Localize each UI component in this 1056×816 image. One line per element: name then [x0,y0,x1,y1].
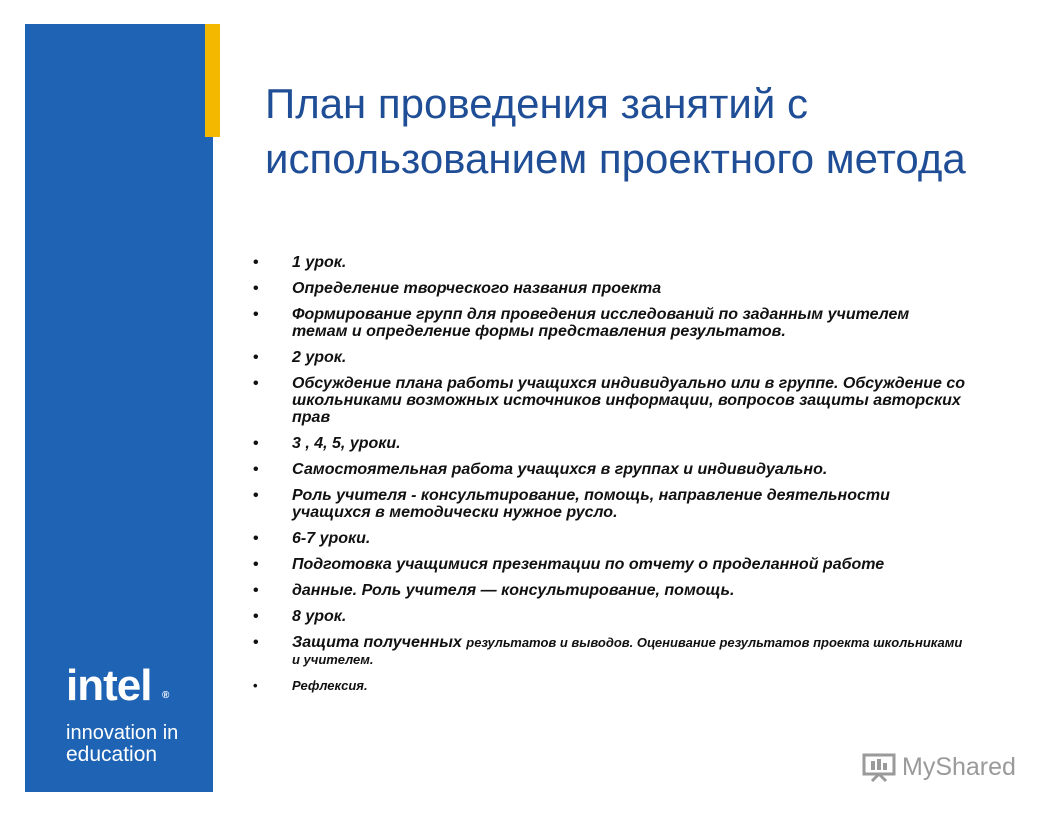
logo-word: intel [66,661,152,710]
bullet-item: • Формирование групп для проведения исследований по заданным учителем темам и определение формы представления результатов. [253,306,910,340]
watermark-text: MyShared [902,752,1016,781]
bullet-list [246,254,966,703]
bullet-item: • Рефлексия. [253,678,368,693]
bullet-item: • 1 урок. [253,254,347,271]
logo-tagline [66,722,178,766]
bullet-item: • 6-7 уроки. [253,530,371,547]
logo-registered-mark: ® [162,690,169,701]
tagline-line-1: innovation in [66,722,179,744]
accent-bar [205,24,220,137]
bullet-item: • 2 урок. [253,349,347,366]
logo-wordmark [66,660,178,712]
intel-logo [66,660,178,766]
bullet-item: • Защита полученных результатов и выводов. Оценивание результатов проекта школьниками и учителем. [253,634,963,667]
tagline-line-2: education [66,743,158,766]
bullet-item: • Роль учителя - консультирование, помощь, направление деятельности учащихся в методически нужное русло. [253,487,890,521]
slide-title: План проведения занятий с использованием проектного метода [265,80,966,182]
bullet-item: • 3 , 4, 5, уроки. [253,435,401,452]
bullet-item: • Самостоятельная работа учащихся в группах и индивидуально. [253,461,828,478]
bullet-item: • 8 урок. [253,608,347,625]
myshared-watermark [862,752,1016,782]
bullet-item: • данные. Роль учителя — консультирование, помощь. [253,582,735,599]
bullet-item: • Подготовка учащимися презентации по отчету о проделанной работе [253,556,885,573]
bullet-item: • Определение творческого названия проекта [253,280,662,297]
presentation-icon [862,752,896,782]
bullet-item: • Обсуждение плана работы учащихся индивидуально или в группе. Обсуждение со школьниками возможных источников информации, вопросов защиты авторских прав [253,375,966,426]
